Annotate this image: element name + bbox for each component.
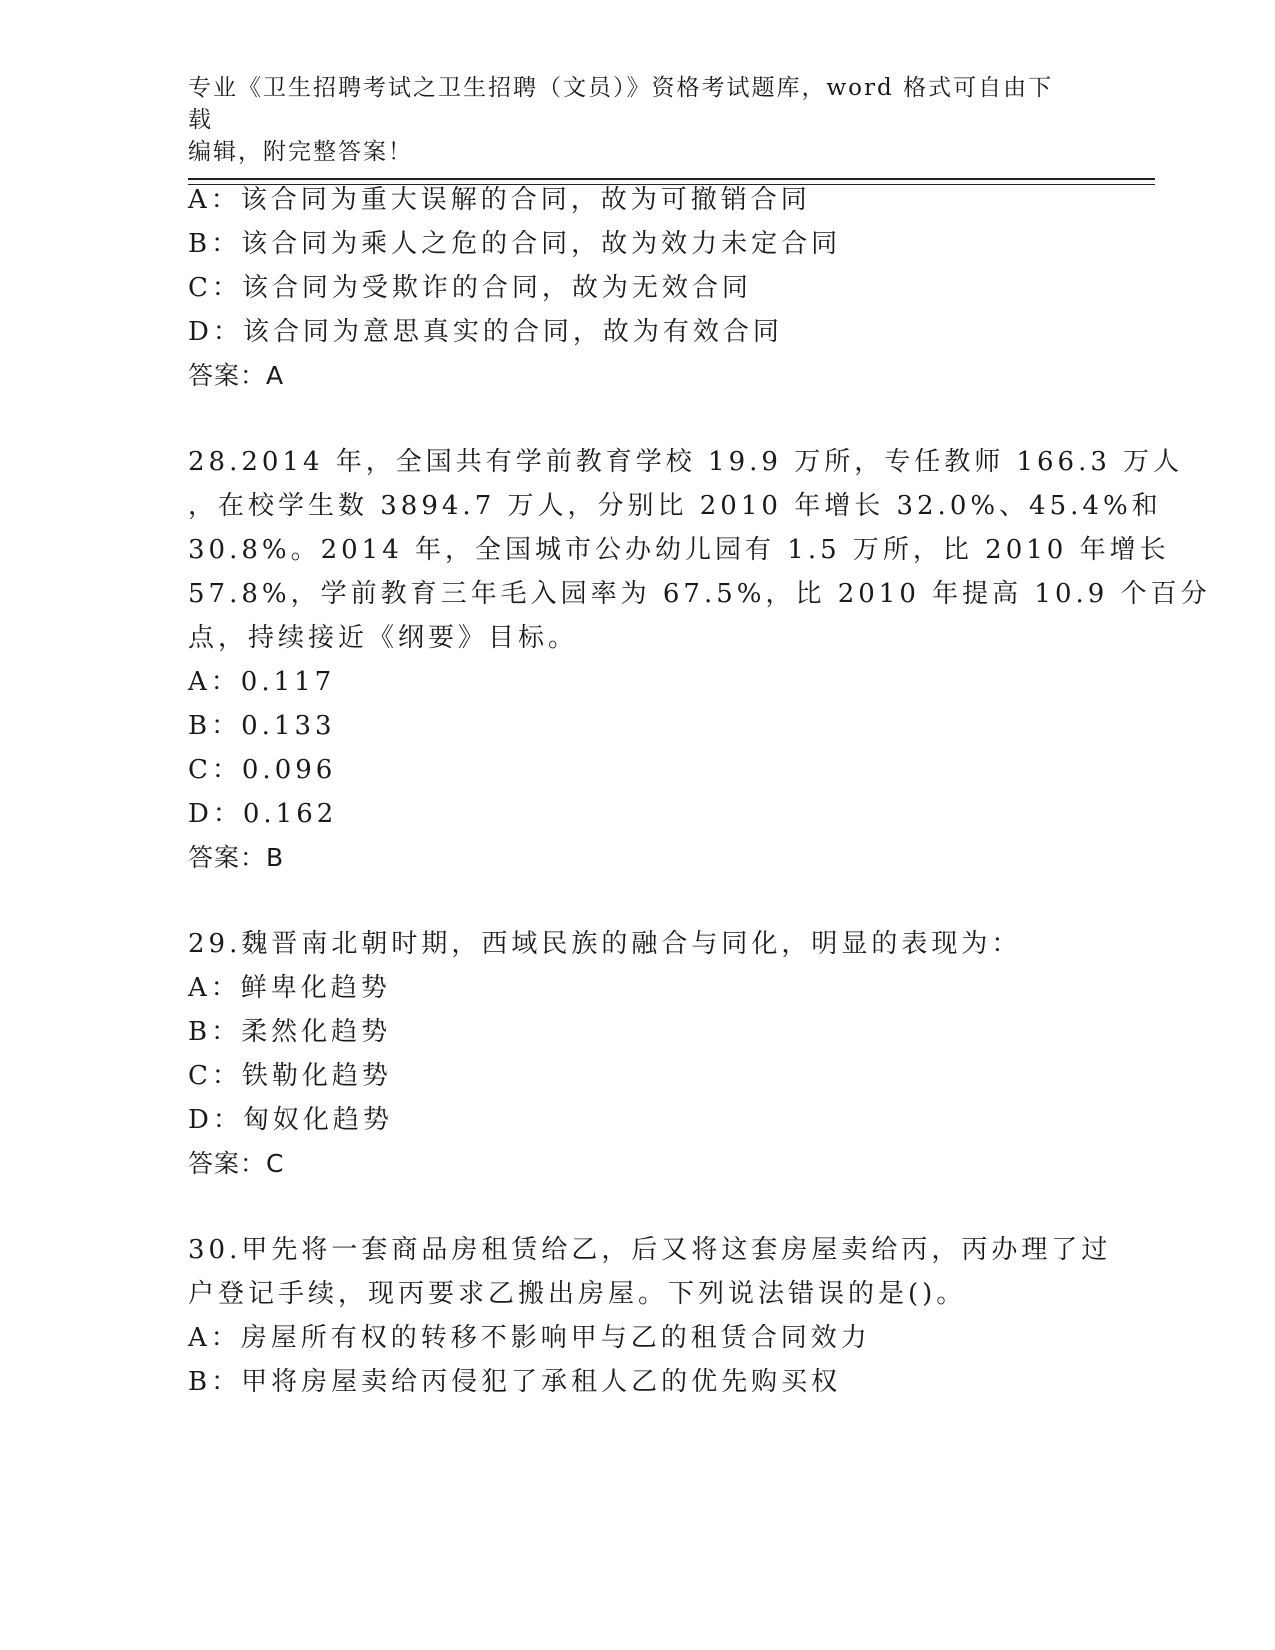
- header-divider: [188, 178, 1155, 180]
- answer-label: 答案：B: [188, 843, 285, 872]
- question-text: 29.魏晋南北朝时期，西域民族的融合与同化，明显的表现为：: [188, 929, 1022, 959]
- option-a: A：房屋所有权的转移不影响甲与乙的租赁合同效力: [188, 1323, 871, 1353]
- document-header: [188, 72, 1068, 168]
- question-text: 57.8%，学前教育三年毛入园率为 67.5%，比 2010 年提高 10.9 个百分: [188, 579, 1211, 609]
- answer-label: 答案：A: [188, 361, 285, 390]
- question-text: 户登记手续，现丙要求乙搬出房屋。下列说法错误的是()。: [188, 1279, 967, 1309]
- option-d: D：0.162: [188, 799, 338, 829]
- option-c: C：铁勒化趋势: [188, 1061, 392, 1091]
- option-a: A：鲜卑化趋势: [188, 973, 391, 1003]
- option-b: B：0.133: [188, 711, 336, 741]
- option-d: D：匈奴化趋势: [188, 1105, 393, 1135]
- header-line: 专业《卫生招聘考试之卫生招聘（文员）》资格考试题库，word 格式可自由下载: [188, 75, 1054, 133]
- option-d: D：该合同为意思真实的合同，故为有效合同: [188, 317, 783, 347]
- option-b: B：柔然化趋势: [188, 1017, 392, 1047]
- header-line: 编辑，附完整答案！: [188, 139, 413, 165]
- option-c: C：该合同为受欺诈的合同，故为无效合同: [188, 273, 752, 303]
- question-text: ，在校学生数 3894.7 万人，分别比 2010 年增长 32.0%、45.4%和: [188, 491, 1162, 521]
- question-text: 30.8%。2014 年，全国城市公办幼儿园有 1.5 万所，比 2010 年增长: [188, 535, 1170, 565]
- option-a: A：0.117: [188, 667, 336, 697]
- answer-label: 答案：C: [188, 1149, 285, 1178]
- question-text: 28.2014 年，全国共有学前教育学校 19.9 万所，专任教师 166.3 万人: [188, 447, 1184, 477]
- option-b: B：甲将房屋卖给丙侵犯了承租人乙的优先购买权: [188, 1367, 842, 1397]
- option-c: C：0.096: [188, 755, 337, 785]
- question-text: 30.甲先将一套商品房租赁给乙，后又将这套房屋卖给丙，丙办理了过: [188, 1235, 1112, 1265]
- option-b: B：该合同为乘人之危的合同，故为效力未定合同: [188, 229, 842, 259]
- option-a: A：该合同为重大误解的合同，故为可撤销合同: [188, 185, 811, 215]
- question-text: 点，持续接近《纲要》目标。: [188, 623, 579, 653]
